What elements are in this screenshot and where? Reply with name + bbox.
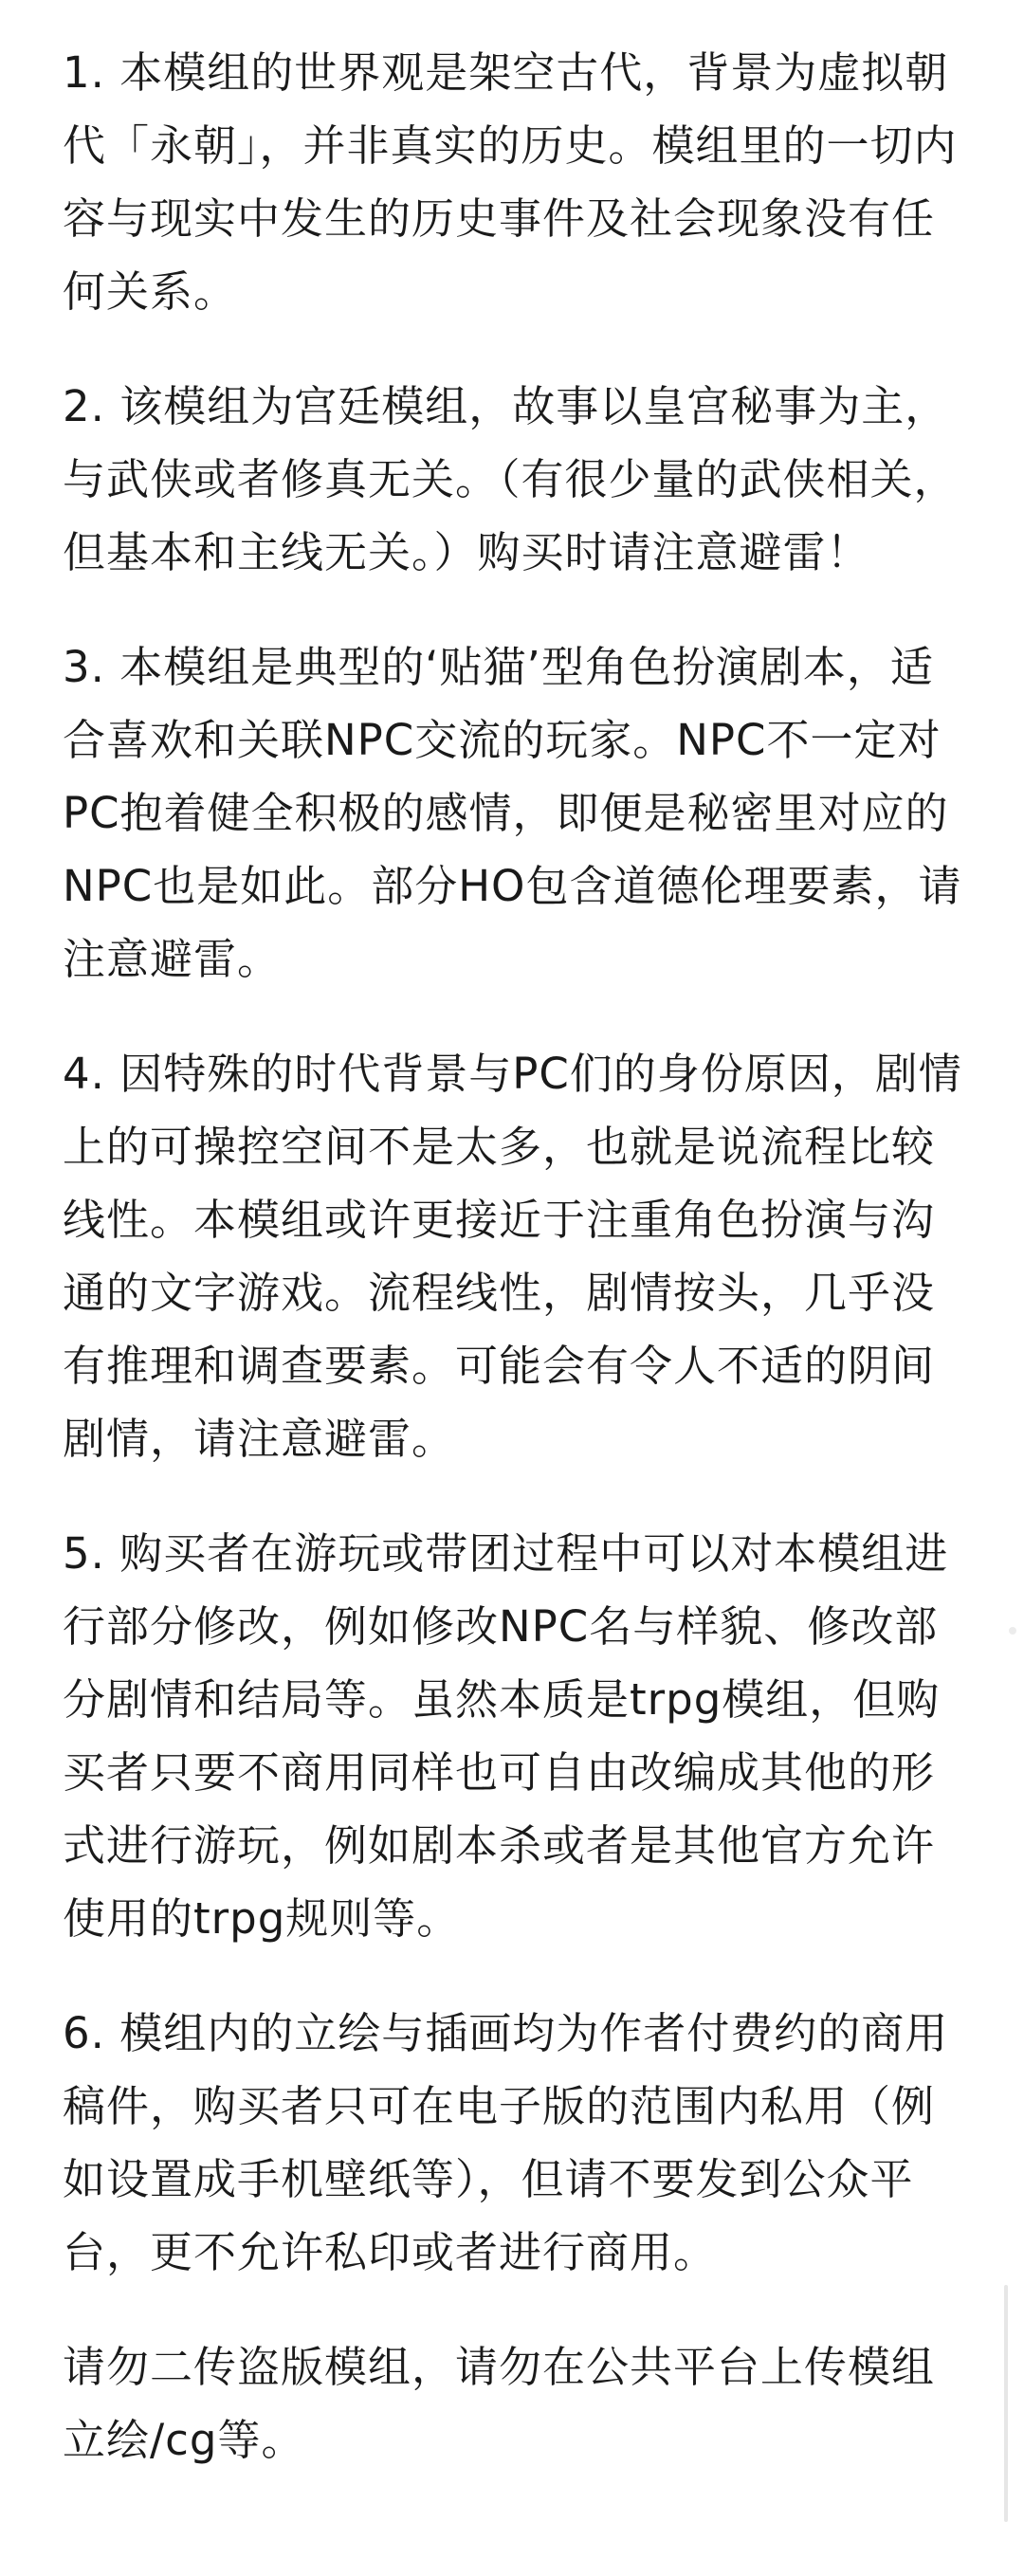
notice-item-6: 6. 模组内的立绘与插画均为作者付费约的商用稿件，购买者只可在电子版的范围内私用（例如设置成手机壁纸等），但请不要发到公众平台，更不允许私印或者进行商用。 — [63, 2008, 949, 2277]
edge-indicator — [1009, 1627, 1016, 1635]
notice-item-4: 4. 因特殊的时代背景与PC们的身份原因，剧情上的可操控空间不是太多，也就是说流程比较线性。本模组或许更接近于注重角色扮演与沟通的文字游戏。流程线性，剧情按头，几乎没有推理和调查要素。可能会有令人不适的阴间剧情，请注意避雷。 — [63, 1049, 962, 1464]
notice-item-5: 5. 购买者在游玩或带团过程中可以对本模组进行部分修改，例如修改NPC名与样貌、修改部分剧情和结局等。虽然本质是trpg模组，但购买者只要不商用同样也可自由改编成其他的形式进行游玩，例如剧本杀或者是其他官方允许使用的trpg规则等。 — [63, 1528, 949, 1944]
notice-item-1: 1. 本模组的世界观是架空古代，背景为虚拟朝代「永朝」，并非真实的历史。模组里的一切内容与现实中发生的历史事件及社会现象没有任何关系。 — [63, 47, 958, 317]
notice-item-2: 2. 该模组为宫廷模组，故事以皇宫秘事为主，与武侠或者修真无关。（有很少量的武侠相关，但基本和主线无关。）购买时请注意避雷！ — [63, 381, 958, 577]
notice-item-3: 3. 本模组是典型的‘贴猫’型角色扮演剧本，适合喜欢和关联NPC交流的玩家。NPC不一定对PC抱着健全积极的感情，即便是秘密里对应的NPC也是如此。部分HO包含道德伦理要素，请注意避雷。 — [63, 642, 962, 984]
scrollbar-thumb[interactable] — [1004, 2285, 1008, 2522]
piracy-warning: 请勿二传盗版模组，请勿在公共平台上传模组立绘/cg等。 — [63, 2342, 936, 2465]
notice-list — [63, 36, 963, 2518]
scrollbar[interactable] — [1001, 2285, 1011, 2522]
